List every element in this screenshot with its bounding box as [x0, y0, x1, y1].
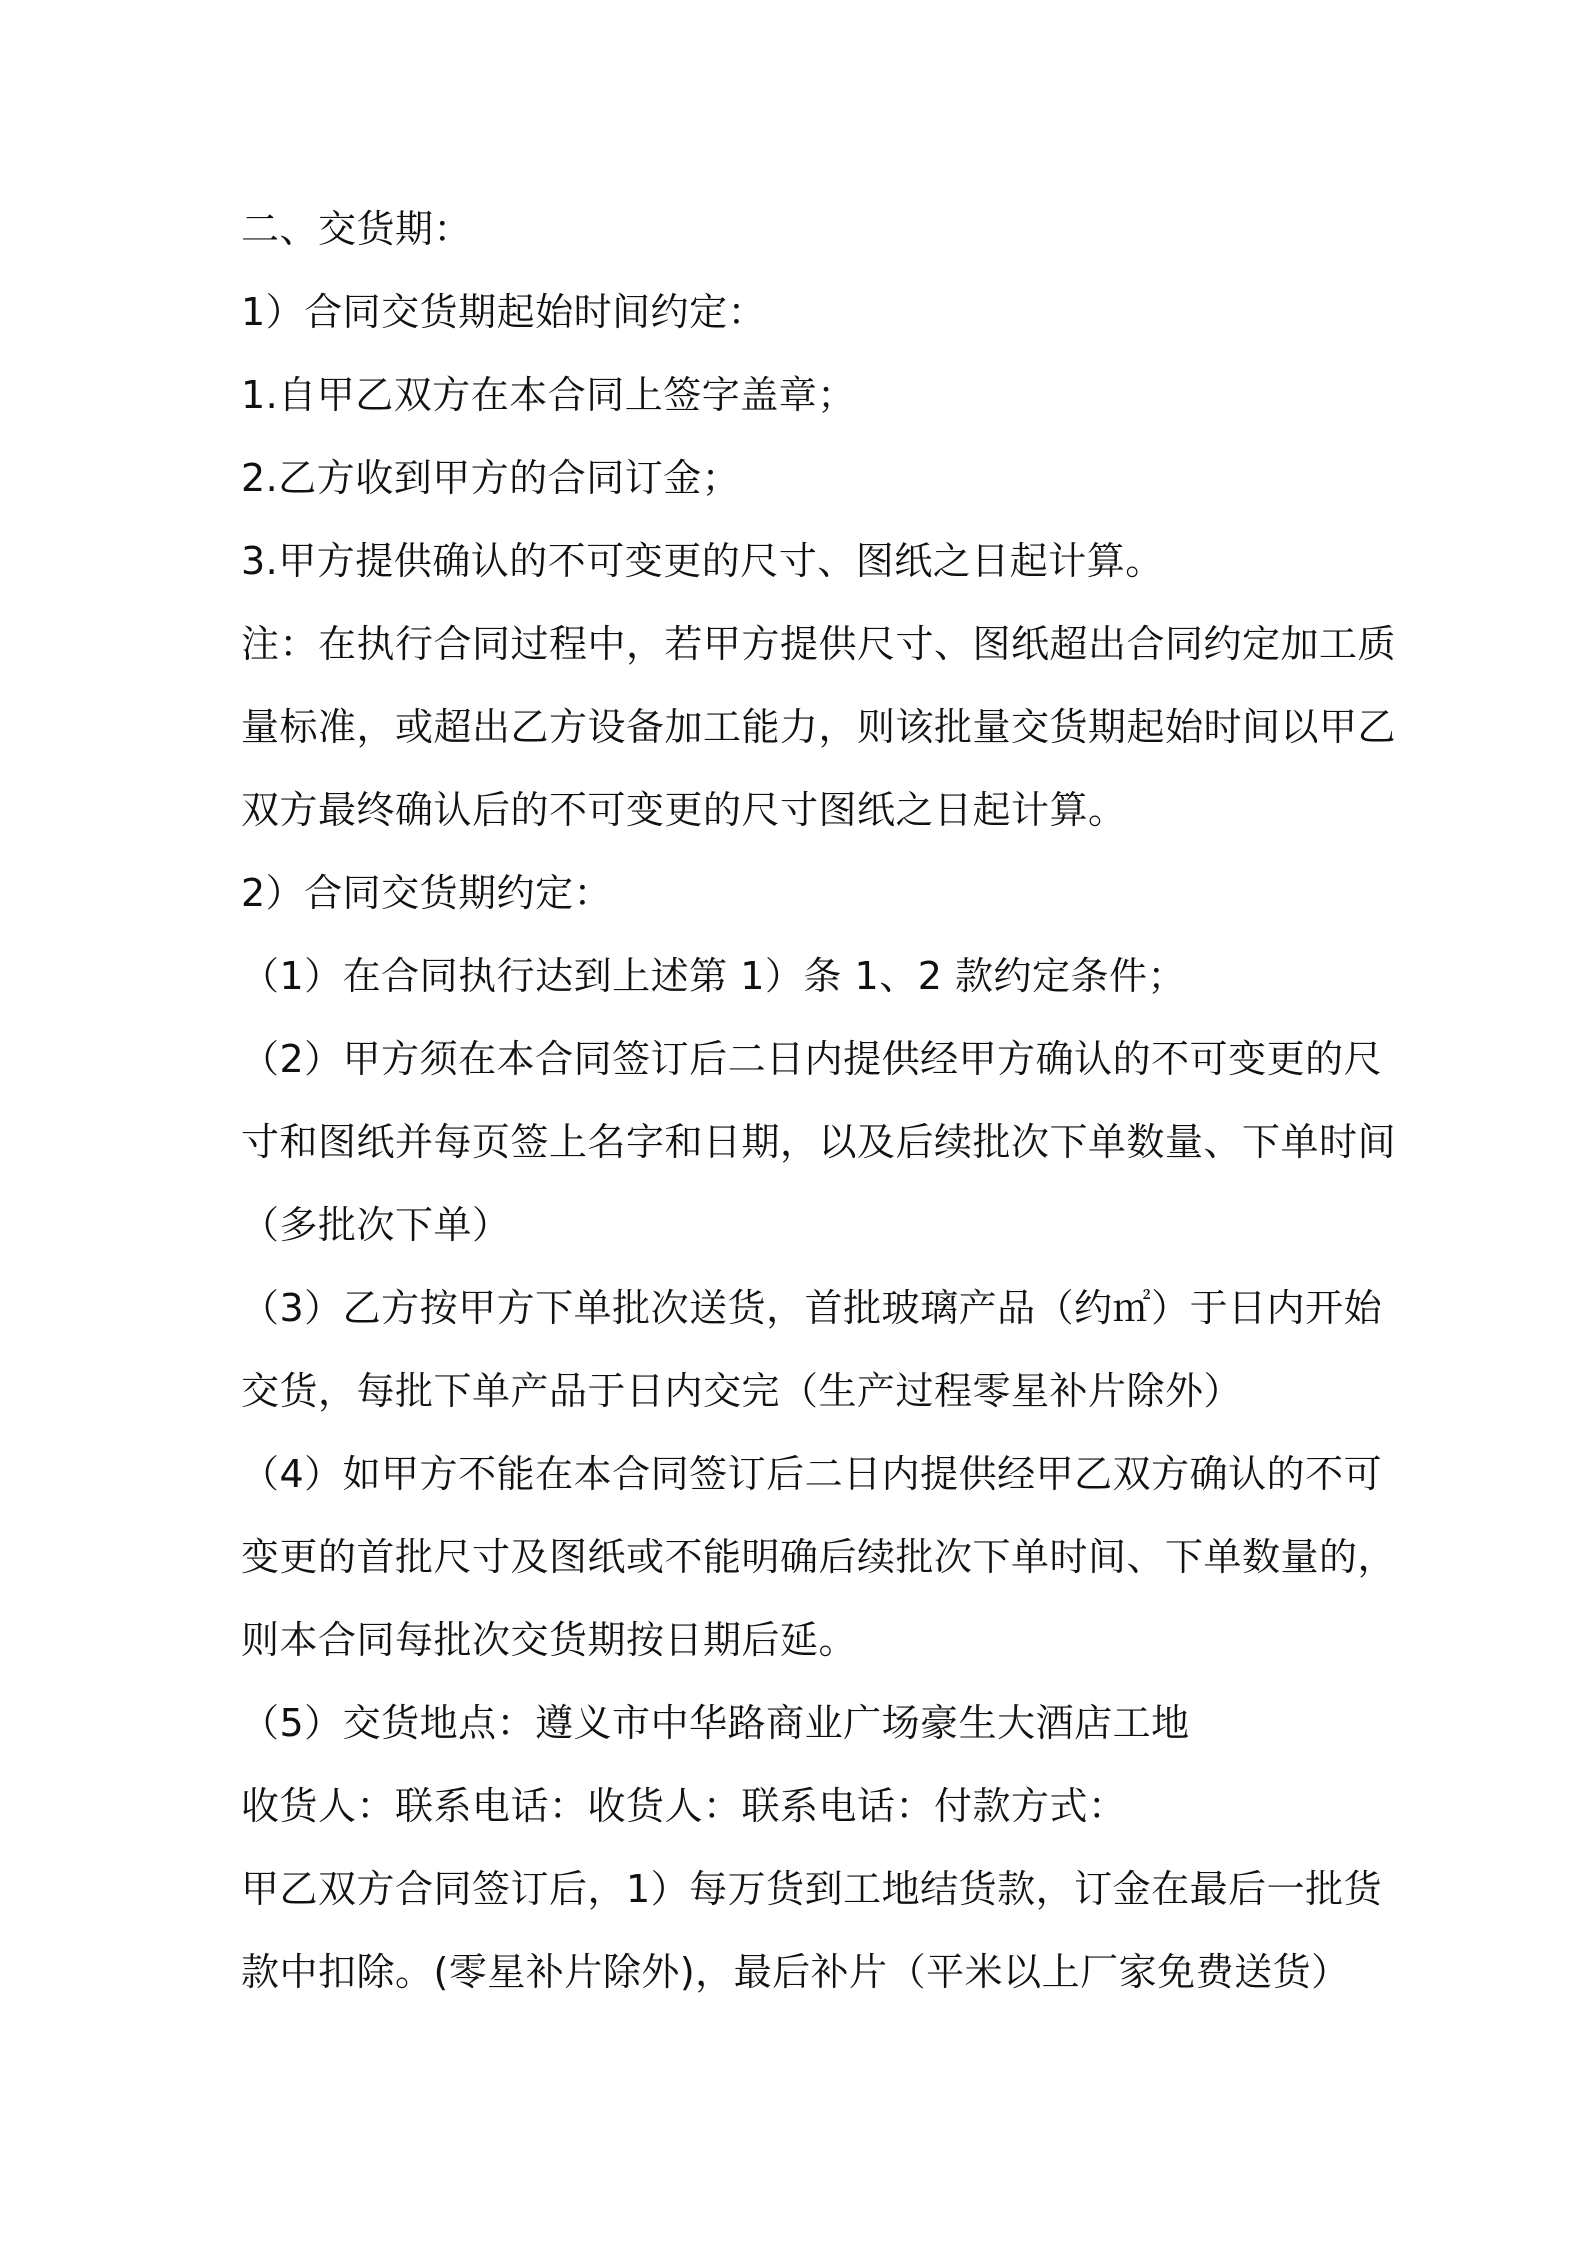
paragraph-line: 交货，每批下单产品于日内交完（生产过程零星补片除外） — [241, 1369, 1243, 1413]
paragraph-line: （3）乙方按甲方下单批次送货，首批玻璃产品（约㎡）于日内开始 — [241, 1286, 1383, 1330]
paragraph-line: （1）在合同执行达到上述第 1）条 1、2 款约定条件； — [241, 954, 1186, 998]
paragraph-line: （5）交货地点：遵义市中华路商业广场豪生大酒店工地 — [241, 1701, 1190, 1745]
paragraph-line: 则本合同每批次交货期按日期后延。 — [241, 1618, 858, 1662]
paragraph-line: 2.乙方收到甲方的合同订金； — [241, 456, 741, 500]
paragraph-line: 变更的首批尺寸及图纸或不能明确后续批次下单时间、下单数量的， — [241, 1535, 1397, 1579]
paragraph-line: 2）合同交货期约定： — [241, 871, 613, 915]
paragraph-line: 3.甲方提供确认的不可变更的尺寸、图纸之日起计算。 — [241, 539, 1164, 583]
paragraph-line: 1.自甲乙双方在本合同上签字盖章； — [241, 373, 856, 417]
paragraph-line: 量标准，或超出乙方设备加工能力，则该批量交货期起始时间以甲乙 — [241, 705, 1397, 749]
paragraph-line: 1）合同交货期起始时间约定： — [241, 290, 767, 334]
paragraph-line: 甲乙双方合同签订后，1）每万货到工地结货款，订金在最后一批货 — [241, 1867, 1383, 1911]
paragraph-line: 双方最终确认后的不可变更的尺寸图纸之日起计算。 — [241, 788, 1127, 832]
paragraph-line: （多批次下单） — [241, 1203, 511, 1247]
paragraph-line: 注：在执行合同过程中，若甲方提供尺寸、图纸超出合同约定加工质 — [241, 622, 1397, 666]
section-heading: 二、交货期： — [241, 207, 473, 251]
paragraph-line: 款中扣除。(零星补片除外)，最后补片（平米以上厂家免费送货） — [241, 1950, 1350, 1994]
paragraph-line: 收货人：联系电话：收货人：联系电话：付款方式： — [241, 1784, 1127, 1828]
paragraph-line: （4）如甲方不能在本合同签订后二日内提供经甲乙双方确认的不可 — [241, 1452, 1383, 1496]
paragraph-line: 寸和图纸并每页签上名字和日期，以及后续批次下单数量、下单时间 — [241, 1120, 1397, 1164]
paragraph-line: （2）甲方须在本合同签订后二日内提供经甲方确认的不可变更的尺 — [241, 1037, 1383, 1081]
